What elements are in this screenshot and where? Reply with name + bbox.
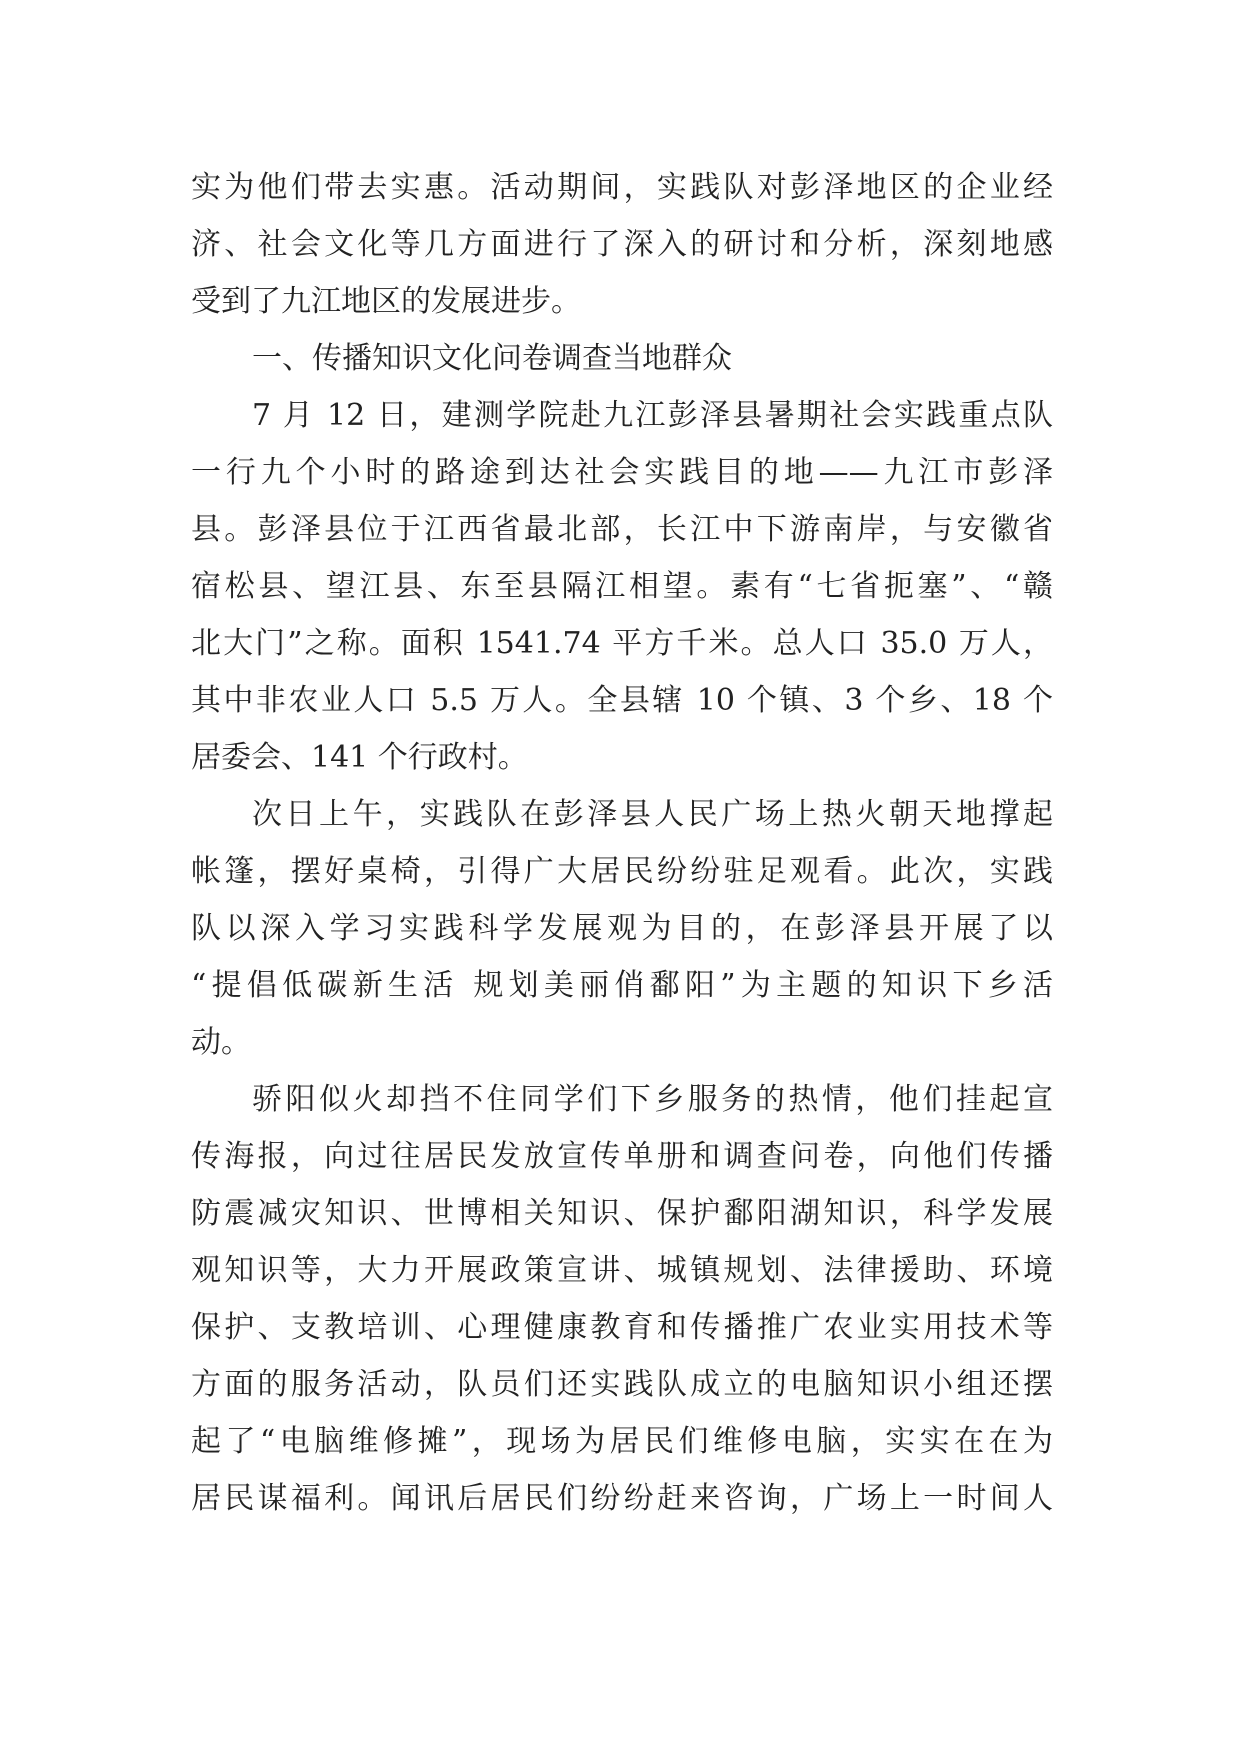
text-line: 7 月 12 日，建测学院赴九江彭泽县暑期社会实践重点队 (252, 398, 1053, 433)
text-line: 居民谋福利。闻讯后居民们纷纷赶来咨询，广场上一时间人 (191, 1481, 1053, 1516)
text-line: “提倡低碳新生活 规划美丽俏鄱阳”为主题的知识下乡活 (191, 968, 1053, 1003)
text-line: 北大门”之称。面积 1541.74 平方千米。总人口 35.0 万人， (191, 626, 1053, 661)
text-line: 骄阳似火却挡不住同学们下乡服务的热情，他们挂起宣 (252, 1082, 1053, 1117)
text-line: 受到了九江地区的发展进步。 (191, 284, 581, 319)
text-line: 县。彭泽县位于江西省最北部，长江中下游南岸，与安徽省 (191, 512, 1053, 547)
text-line: 次日上午，实践队在彭泽县人民广场上热火朝天地撑起 (252, 797, 1053, 832)
text-line: 传海报，向过往居民发放宣传单册和调查问卷，向他们传播 (191, 1139, 1053, 1174)
text-line: 帐篷，摆好桌椅，引得广大居民纷纷驻足观看。此次，实践 (191, 854, 1053, 889)
text-line: 居委会、141 个行政村。 (191, 740, 528, 775)
document-body (191, 159, 1053, 1527)
text-line: 动。 (191, 1025, 251, 1060)
text-line: 队以深入学习实践科学发展观为目的，在彭泽县开展了以 (191, 911, 1053, 946)
text-line: 防震减灾知识、世博相关知识、保护鄱阳湖知识，科学发展 (191, 1196, 1053, 1231)
text-line: 观知识等，大力开展政策宣讲、城镇规划、法律援助、环境 (191, 1253, 1053, 1288)
text-line: 实为他们带去实惠。活动期间，实践队对彭泽地区的企业经 (191, 170, 1053, 205)
text-line: 济、社会文化等几方面进行了深入的研讨和分析，深刻地感 (191, 227, 1053, 262)
text-line: 保护、支教培训、心理健康教育和传播推广农业实用技术等 (191, 1310, 1053, 1345)
text-line: 起了“电脑维修摊”，现场为居民们维修电脑，实实在在为 (191, 1424, 1053, 1459)
text-line: 其中非农业人口 5.5 万人。全县辖 10 个镇、3 个乡、18 个 (191, 683, 1053, 718)
text-line: 宿松县、望江县、东至县隔江相望。素有“七省扼塞”、“赣 (191, 569, 1053, 604)
section-heading: 一、传播知识文化问卷调查当地群众 (252, 341, 732, 376)
text-line: 一行九个小时的路途到达社会实践目的地——九江市彭泽 (191, 455, 1053, 490)
text-line: 方面的服务活动，队员们还实践队成立的电脑知识小组还摆 (191, 1367, 1053, 1402)
